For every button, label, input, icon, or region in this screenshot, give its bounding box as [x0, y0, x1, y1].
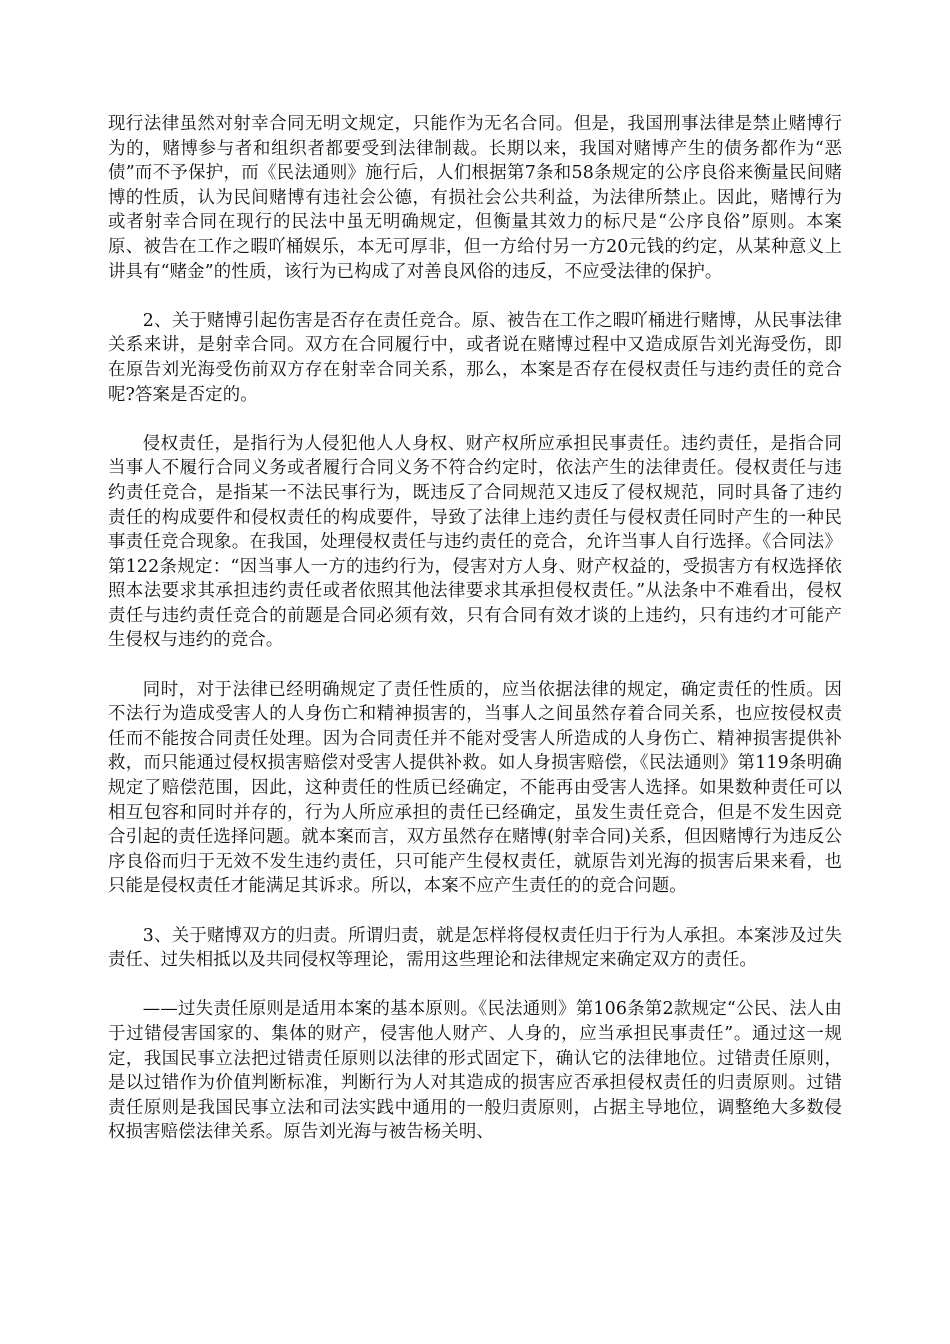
paragraph-3: 侵权责任，是指行为人侵犯他人人身权、财产权所应承担民事责任。违约责任，是指合同当事人不履行合同义务或者履行合同义务不符合约定时，依法产生的法律责任。侵权责任与违约责任竞合，是指某一不法民事行为，既违反了合同规范又违反了侵权规范，同时具备了违约责任的构成要件和侵权责任的构成要件，导致了法律上违约责任与侵权责任同时产生的一种民事责任竞合现象。在我国，处理侵权责任与违约责任的竞合，允许当事人自行选择。《合同法》第122条规定：“因当事人一方的违约行为，侵害对方人身、财产权益的，受损害方有权选择依照本法要求其承担违约责任或者依照其他法律要求其承担侵权责任。”从法条中不难看出，侵权责任与违约责任竞合的前题是合同必须有效，只有合同有效才谈的上违约，只有违约才可能产生侵权与违约的竞合。	[108, 433, 842, 651]
paragraph-4: 同时，对于法律已经明确规定了责任性质的，应当依据法律的规定，确定责任的性质。因不法行为造成受害人的人身伤亡和精神损害的，当事人之间虽然存着合同关系，也应按侵权责任而不能按合同责任处理。因为合同责任并不能对受害人所造成的人身伤亡、精神损害提供补救，而只能通过侵权损害赔偿对受害人提供补救。如人身损害赔偿，《民法通则》第119条明确规定了赔偿范围，因此，这种责任的性质已经确定，不能再由受害人选择。如果数种责任可以相互包容和同时并存的，行为人所应承担的责任已经确定，虽发生责任竞合，但是不发生因竞合引起的责任选择问题。就本案而言，双方虽然存在赌博(射幸合同)关系，但因赌博行为违反公序良俗而归于无效不发生违约责任，只可能产生侵权责任，就原告刘光海的损害后果来看，也只能是侵权责任才能满足其诉求。所以，本案不应产生责任的的竞合问题。	[108, 679, 842, 897]
paragraph-5: 3、关于赌博双方的归责。所谓归责，就是怎样将侵权责任归于行为人承担。本案涉及过失责任、过失相抵以及共同侵权等理论，需用这些理论和法律规定来确定双方的责任。	[108, 925, 842, 971]
document-page	[108, 112, 842, 1170]
paragraph-1: 现行法律虽然对射幸合同无明文规定，只能作为无名合同。但是，我国刑事法律是禁止赌博行为的，赌博参与者和组织者都要受到法律制裁。长期以来，我国对赌博产生的债务都作为“恶债”而不予保护，而《民法通则》施行后，人们根据第7条和58条规定的公序良俗来衡量民间赌博的性质，认为民间赌博有违社会公德，有损社会公共利益，为法律所禁止。因此，赌博行为或者射幸合同在现行的民法中虽无明确规定，但衡量其效力的标尺是“公序良俗”原则。本案原、被告在工作之暇吖桶娱乐，本无可厚非，但一方给付另一方20元钱的约定，从某种意义上讲具有“赌金”的性质，该行为已构成了对善良风俗的违反，不应受法律的保护。	[108, 114, 842, 282]
paragraph-6: ——过失责任原则是适用本案的基本原则。《民法通则》第106条第2款规定“公民、法人由于过错侵害国家的、集体的财产，侵害他人财产、人身的，应当承担民事责任”。通过这一规定，我国民事立法把过错责任原则以法律的形式固定下，确认它的法律地位。过错责任原则，是以过错作为价值判断标准，判断行为人对其造成的损害应否承担侵权责任的归责原则。过错责任原则是我国民事立法和司法实践中通用的一般归责原则，占据主导地位，调整绝大多数侵权损害赔偿法律关系。原告刘光海与被告杨关明、	[108, 999, 842, 1143]
paragraph-2: 2、关于赌博引起伤害是否存在责任竞合。原、被告在工作之暇吖桶进行赌博，从民事法律关系来讲，是射幸合同。双方在合同履行中，或者说在赌博过程中又造成原告刘光海受伤，即在原告刘光海受伤前双方存在射幸合同关系，那么，本案是否存在侵权责任与违约责任的竞合呢?答案是否定的。	[108, 310, 842, 405]
